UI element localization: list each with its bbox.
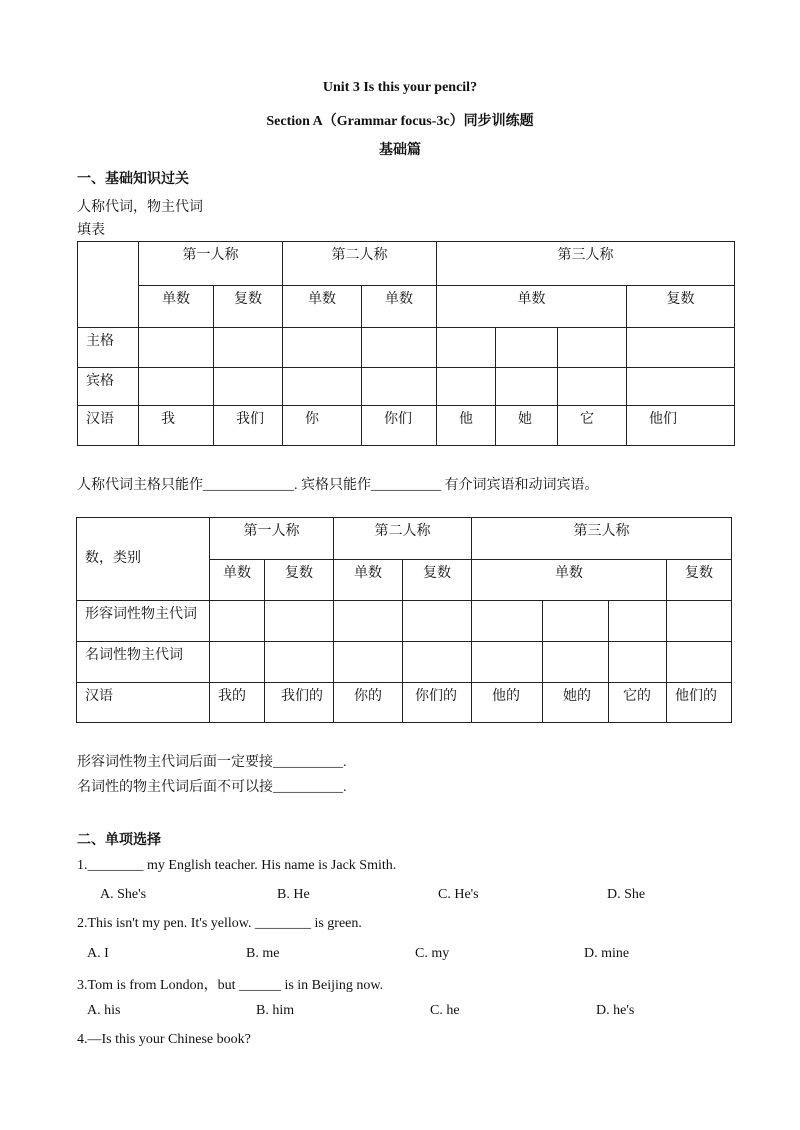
q3-option-a[interactable]: A. his [87,1003,121,1018]
answer-cell[interactable] [558,368,627,406]
header-number: 复数 [627,286,735,328]
answer-cell[interactable] [609,642,667,683]
header-first-person: 第一人称 [210,518,334,560]
note-1: 形容词性物主代词后面一定要接__________. [77,755,347,770]
answer-cell[interactable] [437,368,496,406]
header-number: 单数 [362,286,437,328]
answer-cell[interactable] [496,328,558,368]
chinese-cell: 你们 [362,406,437,446]
header-number: 复数 [214,286,283,328]
answer-cell[interactable] [472,601,543,642]
doc-subtitle: Section A（Grammar focus-3c）同步训练题 [266,114,534,129]
header-second-person: 第二人称 [334,518,472,560]
chinese-cell: 我的 [210,683,265,723]
doc-level: 基础篇 [379,143,421,158]
answer-cell[interactable] [403,601,472,642]
row-label: 汉语 [77,683,210,723]
answer-cell[interactable] [283,328,362,368]
answer-cell[interactable] [214,328,283,368]
q2-option-a[interactable]: A. I [87,946,109,961]
answer-cell[interactable] [667,601,732,642]
table1-corner [78,242,139,328]
note-2: 名词性的物主代词后面不可以接__________. [77,780,347,795]
answer-cell[interactable] [496,368,558,406]
answer-cell[interactable] [265,601,334,642]
q2-option-d[interactable]: D. mine [584,946,630,961]
answer-cell[interactable] [214,368,283,406]
chinese-cell: 他的 [472,683,543,723]
q3-option-b[interactable]: B. him [256,1003,295,1018]
q3-option-c[interactable]: C. he [430,1003,460,1018]
answer-cell[interactable] [472,642,543,683]
row-label: 形容词性物主代词 [77,601,210,642]
chinese-cell: 我们的 [265,683,334,723]
chinese-cell: 他们 [627,406,735,446]
answer-cell[interactable] [139,368,214,406]
possessive-table [76,517,732,723]
chinese-cell: 她 [496,406,558,446]
chinese-cell: 你们的 [403,683,472,723]
chinese-cell: 它 [558,406,627,446]
answer-cell[interactable] [667,642,732,683]
header-number: 单数 [139,286,214,328]
table2-corner: 数，类别 [77,518,210,601]
header-first-person: 第一人称 [139,242,283,286]
answer-cell[interactable] [265,642,334,683]
header-second-person: 第二人称 [283,242,437,286]
answer-cell[interactable] [437,328,496,368]
answer-cell[interactable] [139,328,214,368]
part1-intro: 人称代词，物主代词 [77,200,203,215]
chinese-cell: 我们 [214,406,283,446]
answer-cell[interactable] [558,328,627,368]
question-1-stem: 1.________ my English teacher. His name is Jack Smith. [77,858,397,873]
row-label: 汉语 [78,406,139,446]
row-label: 主格 [78,328,139,368]
header-number: 单数 [472,560,667,601]
answer-cell[interactable] [362,328,437,368]
answer-cell[interactable] [334,601,403,642]
chinese-cell: 他 [437,406,496,446]
chinese-cell: 我 [139,406,214,446]
header-number: 单数 [334,560,403,601]
part2-heading: 二、单项选择 [77,833,161,848]
question-4-stem: 4.—Is this your Chinese book? [77,1032,251,1047]
answer-cell[interactable] [543,642,609,683]
part1-heading: 一、基础知识过关 [77,172,189,187]
row-label: 名词性物主代词 [77,642,210,683]
q3-option-d[interactable]: D. he's [596,1003,635,1018]
header-number: 单数 [283,286,362,328]
answer-cell[interactable] [627,328,735,368]
chinese-cell: 你 [283,406,362,446]
chinese-cell: 它的 [609,683,667,723]
answer-cell[interactable] [334,642,403,683]
pronoun-table [77,241,735,446]
question-2-stem: 2.This isn't my pen. It's yellow. ________ is green. [77,916,362,931]
chinese-cell: 她的 [543,683,609,723]
answer-cell[interactable] [403,642,472,683]
q2-option-c[interactable]: C. my [415,946,450,961]
answer-cell[interactable] [609,601,667,642]
answer-cell[interactable] [283,368,362,406]
fill-label: 填表 [77,223,105,238]
header-third-person: 第三人称 [472,518,732,560]
q1-option-d[interactable]: D. She [607,887,646,902]
answer-cell[interactable] [210,642,265,683]
q1-option-b[interactable]: B. He [277,887,310,902]
answer-cell[interactable] [627,368,735,406]
doc-title: Unit 3 Is this your pencil? [322,80,478,95]
question-3-stem: 3.Tom is from London，but ______ is in Beijing now. [77,978,384,993]
header-number: 单数 [437,286,627,328]
header-number: 复数 [403,560,472,601]
chinese-cell: 你的 [334,683,403,723]
answer-cell[interactable] [210,601,265,642]
header-number: 单数 [210,560,265,601]
sentence-1: 人称代词主格只能作_____________. 宾格只能作__________ 有介词宾语和动词宾语。 [77,478,599,493]
answer-cell[interactable] [362,368,437,406]
chinese-cell: 他们的 [667,683,732,723]
header-number: 复数 [667,560,732,601]
q1-option-a[interactable]: A. She's [100,887,147,902]
answer-cell[interactable] [543,601,609,642]
q1-option-c[interactable]: C. He's [438,887,479,902]
q2-option-b[interactable]: B. me [246,946,280,961]
row-label: 宾格 [78,368,139,406]
header-third-person: 第三人称 [437,242,735,286]
header-number: 复数 [265,560,334,601]
